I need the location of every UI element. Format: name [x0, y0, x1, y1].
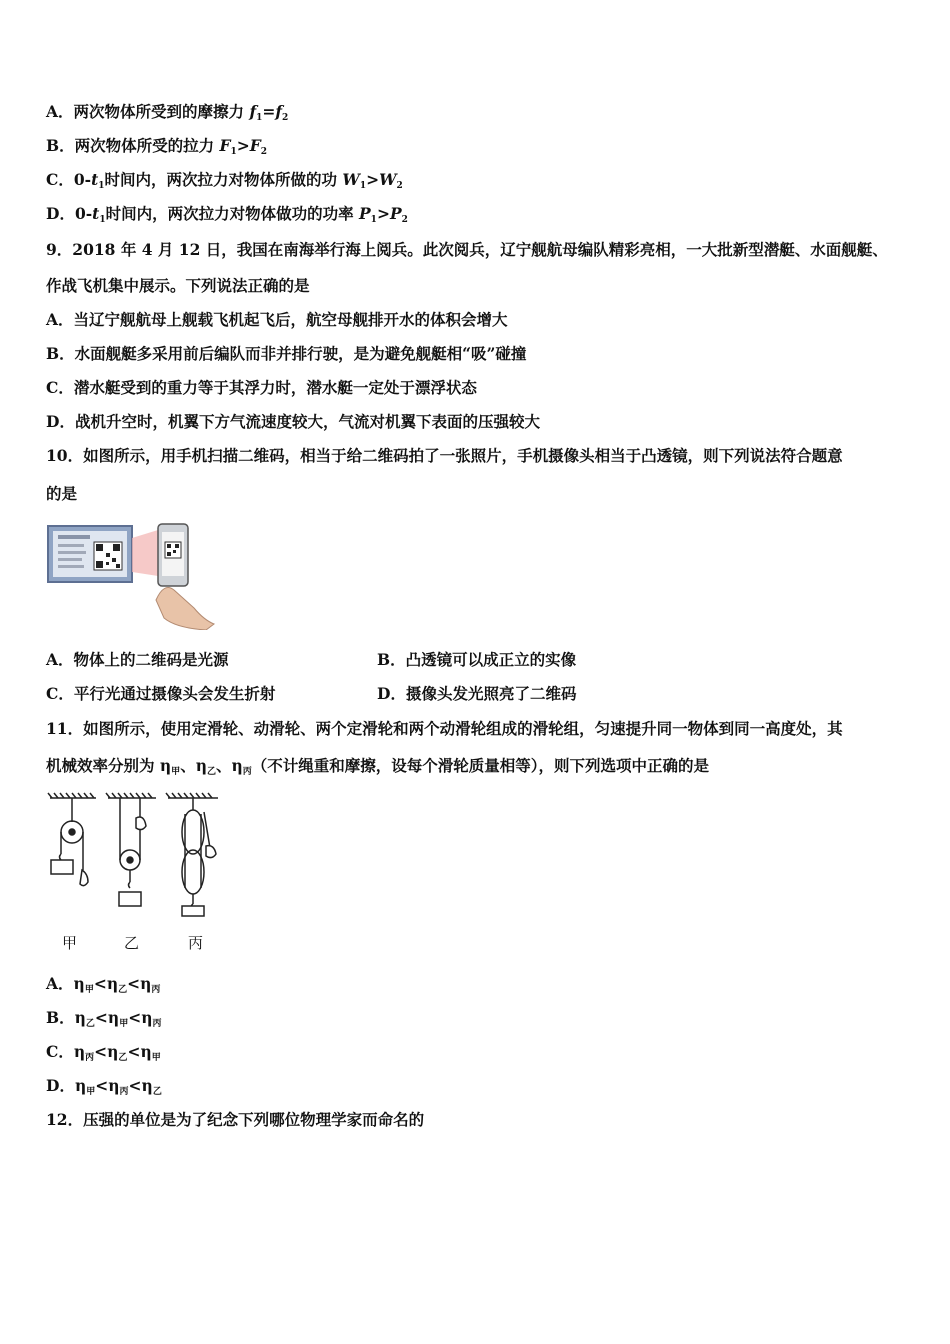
- q11-option-a: A．$\eta_甲<\eta_乙<\eta_丙$: [46, 974, 161, 995]
- movable-pulley-yi: [119, 798, 146, 906]
- q9-option-a: A．当辽宁舰航母上舰载飞机起飞后，航空母舰排开水的体积会增大: [46, 310, 508, 329]
- q10-stem-line2: 的是: [46, 484, 78, 503]
- figure-label-jia: 甲: [62, 934, 78, 952]
- q9-option-b: B．水面舰艇多采用前后编队而非并排行驶，是为避免舰艇相“吸”碰撞: [46, 344, 527, 363]
- q10-option-c: C．平行光通过摄像头会发生折射: [46, 684, 276, 703]
- qr-scan-figure: [46, 520, 221, 630]
- camera-beam: [132, 530, 158, 576]
- q11-stem-line1: 11．如图所示，使用定滑轮、动滑轮、两个定滑轮和两个动滑轮组成的滑轮组，匀速提升同一物体到同一高度处，其: [46, 719, 843, 738]
- qr-code-icon: [94, 542, 122, 570]
- q10-option-b: B．凸透镜可以成正立的实像: [377, 650, 577, 669]
- q8-option-a: A．两次物体所受到的摩擦力 $f_1=f_2$: [46, 102, 289, 123]
- q10-option-d: D．摄像头发光照亮了二维码: [377, 684, 577, 703]
- fixed-pulley-jia: [51, 798, 88, 886]
- figure-label-yi: 乙: [124, 934, 140, 952]
- q11-option-c: C．$\eta_丙<\eta_乙<\eta_甲$: [46, 1042, 161, 1063]
- pulley-figure: [44, 792, 224, 917]
- q9-stem-line1: 9．2018 年 4 月 12 日，我国在南海举行海上阅兵。此次阅兵，辽宁舰航母编队精彩亮相，一大批新型潜艇、水面舰艇、: [46, 240, 888, 259]
- q9-option-c: C．潜水艇受到的重力等于其浮力时，潜水艇一定处于漂浮状态: [46, 378, 477, 397]
- hand-icon: [156, 588, 214, 630]
- q12-stem: 12．压强的单位是为了纪念下列哪位物理学家而命名的: [46, 1110, 425, 1129]
- q8-option-b: B．两次物体所受的拉力 $F_1>F_2$: [46, 136, 268, 157]
- q11-option-b: B．$\eta_乙<\eta_甲<\eta_丙$: [46, 1008, 162, 1029]
- pulley-figure-labels: [58, 932, 238, 954]
- q9-option-d: D．战机升空时，机翼下方气流速度较大，气流对机翼下表面的压强较大: [46, 412, 540, 431]
- q9-stem-line2: 作战飞机集中展示。下列说法正确的是: [46, 276, 310, 295]
- q10-stem-line1: 10．如图所示，用手机扫描二维码，相当于给二维码拍了一张照片，手机摄像头相当于凸透镜，则下列说法符合题意: [46, 446, 843, 465]
- q8-option-c: C．$0-t_1$时间内，两次拉力对物体所做的功 $W_1>W_2$: [46, 170, 403, 191]
- q8-option-d: D．$0-t_1$时间内，两次拉力对物体做功的功率 $P_1>P_2$: [46, 204, 408, 225]
- q10-option-a: A．物体上的二维码是光源: [46, 650, 229, 669]
- pulley-block-bing: [182, 798, 216, 916]
- q11-stem-line2: 机械效率分别为 $\eta_甲$、$\eta_乙$、$\eta_丙$（不计绳重和摩擦，设每个滑轮质量相等），则下列选项中正确的是: [46, 756, 710, 777]
- q11-option-d: D．$\eta_甲<\eta_丙<\eta_乙$: [46, 1076, 162, 1097]
- figure-label-bing: 丙: [188, 934, 204, 952]
